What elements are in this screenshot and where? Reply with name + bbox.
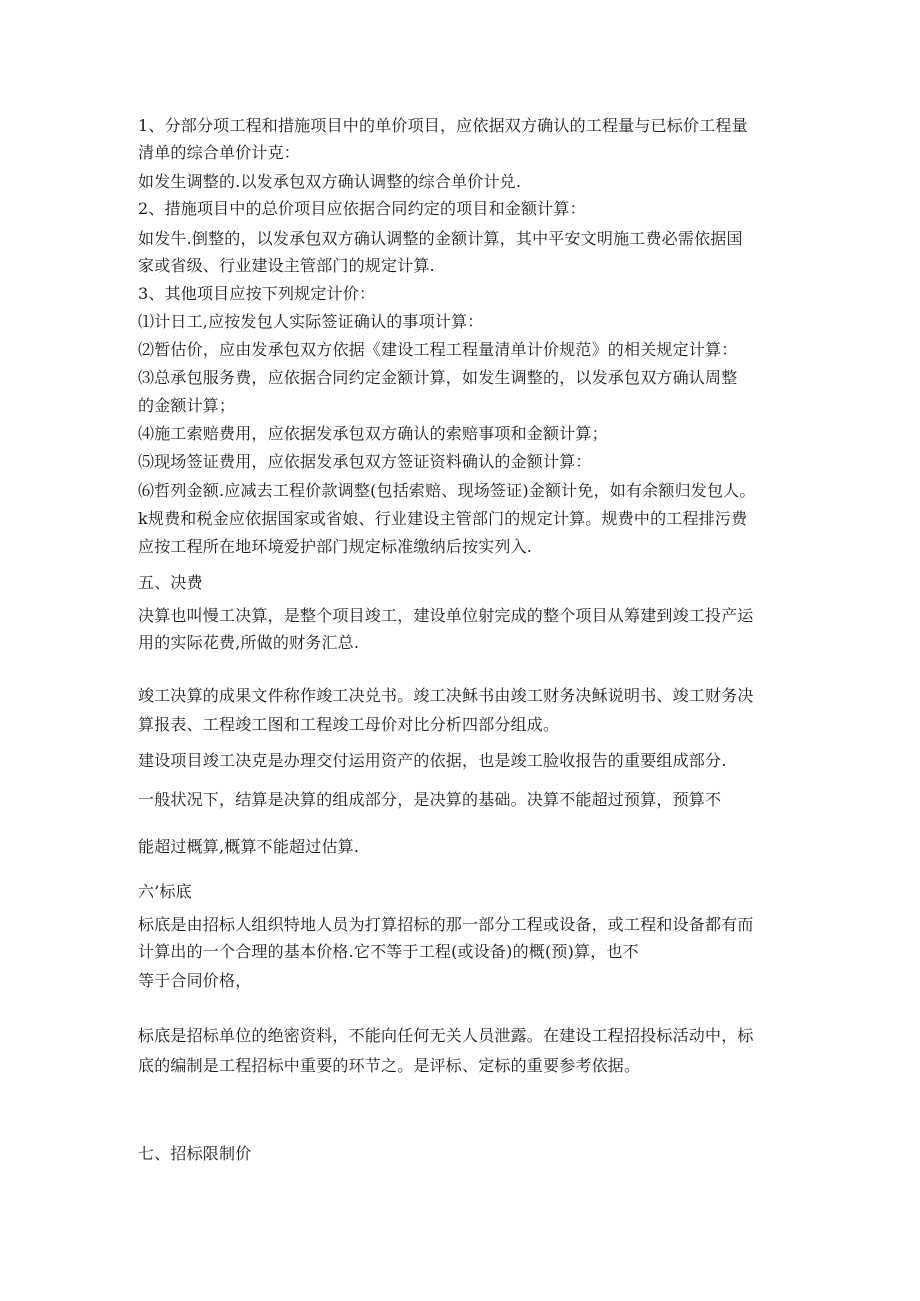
text-line: ⑵暂估价，应由发承包双方依据《建设工程工程量清单计价规范》的相关规定计算： [138,340,738,359]
text-line: 一般状况下，结算是决算的组成部分，是决算的基础。决算不能超过预算，预算不 [138,790,722,809]
text-line: 能超过概算,概算不能超过估算. [138,837,360,856]
text-line: 标底是招标单位的绝密资料，不能向任何无关人员泄露。在建设工程招投标活动中，标 [138,1026,754,1045]
text-line: 决算也叫慢工决算，是整个项目竣工，建设单位射完成的整个项目从筹建到竣工投产运 [138,606,754,625]
section-heading: 六’标底 [138,882,192,901]
text-line: 如发牛.倒整的，以发承包双方确认调整的金额计算，其中平安文明施工费必需依据国 [138,229,743,248]
text-line: 竣工决算的成果文件称作竣工决兑书。竣工决稣书由竣工财务决稣说明书、竣工财务决 [138,686,754,705]
text-line: 2、措施项目中的总价项目应依据合同约定的项目和金额计算： [138,199,586,218]
text-line: ⑶总承包服务费，应依据合同约定金额计算，如发生调整的，以发承包双方确认周整 [138,368,738,387]
text-line: 算报表、工程竣工图和工程竣工母价对比分析四部分组成。 [138,715,560,734]
text-line: k规费和税金应依据国家或省娘、行业建设主管部门的规定计算。规费中的工程排污费 [138,509,748,528]
text-line: 计算出的一个合理的基本价格.它不等于工程(或设备)的概(预)算，也不 [138,942,639,961]
text-line: 等于合同价格， [138,971,252,990]
text-line: 用的实际花费,所做的财务汇总. [138,633,360,652]
text-line: 标底是由招标人组织特地人员为打算招标的那一部分工程或设备，或工程和设备都有而 [138,915,754,934]
text-line: 如发生调整的.以发承包双方确认调整的综合单价计兑. [138,172,522,191]
text-line: ⑷施工索赔费用，应依据发承包双方确认的索赔事项和金额计算； [138,424,608,443]
text-line: ⑹哲列金额.应减去工程价款调整(包括索赔、现场签证)金额计免，如有余额归发包人。 [138,481,756,500]
text-line: 3、其他项目应按下列规定计价： [138,284,376,303]
text-line: 底的编制是工程招标中重要的环节之。是评标、定标的重要参考依据。 [138,1056,641,1075]
text-line: 的金额计算； [138,396,236,415]
text-line: 建设项目竣工决克是办理交付运用资产的依据，也是竣工脸收报告的重要组成部分. [138,751,727,770]
text-line: 应按工程所在地环境爱护部门规定标准缴纳后按实列入. [138,537,533,556]
text-line: ⑸现场签证费用，应依据发承包双方签证资料确认的金额计算： [138,452,592,471]
section-heading: 七、招标限制价 [138,1144,252,1163]
section-heading: 五、决费 [138,573,203,592]
text-line: 1、分部分项工程和措施项目中的单价项目，应依据双方确认的工程量与已标价工程量 [138,116,748,135]
text-line: ⑴计日工,应按发包人实际签证确认的事项计算： [138,312,484,331]
text-line: 家或省级、行业建设主管部门的规定计算. [138,256,435,275]
text-line: 清单的综合单价计克： [138,143,301,162]
